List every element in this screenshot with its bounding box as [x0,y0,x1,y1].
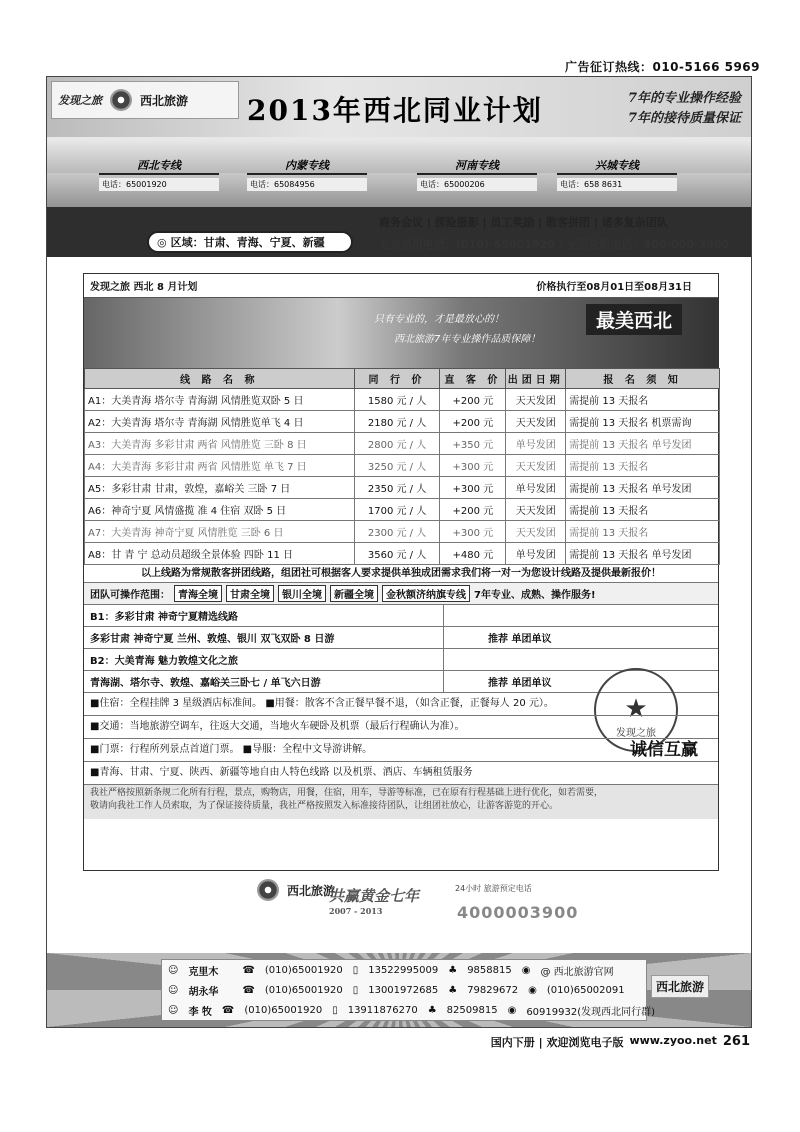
contact-qq: 82509815 [446,1004,498,1016]
tag-xingcheng: 兴城专线 电话：658 8631 [557,157,677,191]
cell-date: 单号发团 [506,543,566,565]
mobile-icon: ▯ [332,1004,338,1016]
cell-note: 需提前 13 天报名 [566,389,720,411]
table-row [85,389,720,411]
company-stamp: ★ 发现之旅 [594,668,678,752]
b2-line-row: 青海湖、塔尔寺、敦煌、嘉峪关三卧七 / 单飞六日游 推荐 单团单议 [84,671,718,693]
disclaimer: 我社严格按照新条规二化所有行程，景点，购物店，用餐，住宿，用车，导游等标准，已在原有行程基础上进行优化，如若需要， 敬请向我社工作人员索取，为了保证接待质量，我社严格按照发入标准接待团队，让组团社放心，让游客游览的开心。 [84,785,718,819]
cell-note: 需提前 13 天报名 单号发团 [566,543,720,565]
gold-years: 共赢黄金七年 2007 - 2013 [329,887,420,916]
table-row [85,499,720,521]
contact-tel: (010)65001920 [264,984,343,996]
col-direct-price: 直 客 价 [440,369,506,389]
chengxin-logo: 诚信互赢 [630,740,698,760]
info-services: ■青海、甘肃、宁夏、陕西、新疆等地自由人特色线路 以及机票、酒店、车辆租赁服务 [84,762,718,785]
cell-peer: 2300 元 / 人 [354,521,440,543]
main-title: 2013年西北同业计划 [247,94,543,127]
contacts-panel [47,953,751,1027]
col-peer-price: 同 行 价 [354,369,440,389]
slogan-2: 7年的接待质量保证 [627,111,741,126]
location-icon: ◎ [157,235,167,249]
banner-title: 最美西北 [586,304,682,335]
cell-date: 单号发团 [506,433,566,455]
footer-logo: 西北旅游 [257,879,335,901]
person-icon: ☺ [168,964,179,976]
region-pill: ◎ 区域：甘肃、青海、宁夏、新疆 [147,231,353,253]
contact-qq: 79829672 [467,984,519,996]
table-row [85,455,720,477]
cell-date: 天天发团 [506,521,566,543]
cell-name: A6：神奇宁夏 风情盛揽 准 4 住宿 双卧 5 日 [85,499,355,521]
cell-name: A1：大美青海 塔尔寺 青海湖 风情胜览双卧 5 日 [85,389,355,411]
flower-logo-icon [257,879,279,901]
b1-title-row: B1：多彩甘肃 神奇宁夏精选线路 [84,605,718,627]
contact-row [162,980,646,1000]
cell-note: 需提前 13 天报名 [566,455,720,477]
table-row [85,433,720,455]
extra-icon: ◉ [528,984,537,996]
page-frame [46,76,752,1028]
cell-date: 天天发团 [506,411,566,433]
contact-row [162,960,646,980]
hotline-number: 4000003900 [457,903,579,922]
cell-direct: +200 元 [440,499,506,521]
qq-icon: ♣ [448,984,458,996]
contact-mobile: 13522995009 [368,964,439,976]
cell-name: A7：大美青海 神奇宁夏 风情胜览 三卧 6 日 [85,521,355,543]
cell-name: A2：大美青海 塔尔寺 青海湖 风情胜览单飞 4 日 [85,411,355,433]
contact-extra: (010)65002091 [546,984,625,996]
cell-note: 需提前 13 天报名 [566,499,720,521]
tag-xibei: 西北专线 电话：65001920 [99,157,219,191]
cell-note: 需提前 13 天报名 单号发团 [566,477,720,499]
person-icon: ☺ [168,984,179,996]
cell-direct: +200 元 [440,411,506,433]
phone-icon: ☎ [242,964,255,976]
contact-qq: 9858815 [467,964,512,976]
cell-date: 天天发团 [506,455,566,477]
tag-neimeng: 内蒙专线 电话：65084956 [247,157,367,191]
extra-icon: ◉ [521,964,531,976]
cell-note: 需提前 13 天报名 单号发团 [566,433,720,455]
contact-name: 胡永华 [188,986,219,998]
cell-direct: +200 元 [440,389,506,411]
mobile-icon: ▯ [352,984,359,996]
cell-name: A5：多彩甘肃 甘肃，敦煌，嘉峪关 三卧 7 日 [85,477,355,499]
table-header [85,369,720,389]
phone-icon: ☎ [221,1004,235,1016]
route-table [84,368,720,565]
plan-box [83,273,719,871]
contact-tel: (010)65001920 [244,1004,323,1016]
page-footer: 国内下册 | 欢迎浏览电子版 www.zyoo.net 261 [490,1034,750,1049]
b1-line-row: 多彩甘肃 神奇宁夏 兰州、敦煌、银川 双飞双卧 8 日游 推荐 单团单议 [84,627,718,649]
cell-direct: +300 元 [440,477,506,499]
table-row [85,521,720,543]
flower-logo-icon [110,89,132,111]
brand-logo [51,81,239,119]
route-note: 以上线路为常规散客拼团线路，组团社可根据客人要求提供单独成团需求我们将一对一为您设计线路及提供最新报价！ [84,565,718,583]
footer-url[interactable]: www.zyoo.net [629,1034,717,1047]
col-route: 线 路 名 称 [85,369,355,389]
cell-peer: 2180 元 / 人 [354,411,440,433]
contact-mobile: 13911876270 [347,1004,418,1016]
contacts-brand: 西北旅游 [651,975,709,998]
cell-peer: 3250 元 / 人 [354,455,440,477]
logo-faxian: 发现之旅 [58,94,102,107]
tel-24h-label: 24小时 旅游预定电话 [455,884,532,893]
star-icon: ★ [624,694,648,724]
cell-peer: 1580 元 / 人 [354,389,440,411]
cell-direct: +350 元 [440,433,506,455]
cell-direct: +300 元 [440,521,506,543]
contact-name: 李 牧 [188,1006,212,1018]
qq-icon: ♣ [427,1004,437,1016]
mobile-icon: ▯ [352,964,359,976]
extra-icon: ◉ [507,1004,517,1016]
logo-xibei: 西北旅游 [140,93,189,108]
cell-direct: +300 元 [440,455,506,477]
b2-title-row: B2：大美青海 魅力敦煌文化之旅 [84,649,718,671]
ad-hotline: 广告征订热线：010-5166 5969 [564,60,760,74]
cell-date: 单号发团 [506,477,566,499]
phone-icon: ☎ [242,984,255,996]
cell-date: 天天发团 [506,499,566,521]
cell-note: 需提前 13 天报名 [566,521,720,543]
col-date: 出团日期 [506,369,566,389]
hero-banner [47,77,751,257]
cell-peer: 2350 元 / 人 [354,477,440,499]
cell-name: A4：大美青海 多彩甘肃 两省 风情胜览 单飞 7 日 [85,455,355,477]
plan-header: 发现之旅 西北 8 月计划 价格执行至08月01日至08月31日 [84,274,718,298]
contact-tel: (010)65001920 [264,964,343,976]
info-lodging: ■住宿：全程挂牌 3 星级酒店标准间。 ■用餐：散客不含正餐早餐不退，（如含正餐，正餐每人 20 元）。 [84,693,718,716]
page-number: 261 [722,1034,750,1049]
person-icon: ☺ [168,1004,179,1016]
cell-peer: 1700 元 / 人 [354,499,440,521]
cell-name: A3：大美青海 多彩甘肃 两省 风情胜览 三卧 8 日 [85,433,355,455]
services-line: 商务会议 | 探险摄影 | 员工奖励 | 散客拼团 | 诸多复杂团队 [379,216,668,229]
cell-date: 天天发团 [506,389,566,411]
contact-extra: 60919932(发现西北同行群) [526,1006,656,1018]
contact-name: 克里木 [188,966,219,978]
cell-peer: 2800 元 / 人 [354,433,440,455]
table-row [85,543,720,565]
contacts-box [161,959,656,1021]
table-row [85,477,720,499]
cell-direct: +480 元 [440,543,506,565]
team-scope: 团队可操作范围： 青海全境 甘肃全境 银川全境 新疆全境 金秋额济纳旗专线 7年专业、成熟、操作服务! [84,583,718,605]
cell-note: 需提前 13 天报名 机票需询 [566,411,720,433]
contact-mobile: 13001972685 [368,984,439,996]
col-notice: 报 名 须 知 [566,369,720,389]
cell-peer: 3560 元 / 人 [354,543,440,565]
plan-banner: 只有专业的，才是最放心的！ 西北旅游7年专业操作品质保障！ 最美西北 [84,298,718,368]
info-transport: ■交通：当地旅游空调车，往返大交通，当地火车硬卧及机票（最后行程确认为准）。 [84,716,718,739]
cell-name: A8：甘 青 宁 总动员超级全景体验 四卧 11 日 [85,543,355,565]
qq-icon: ♣ [448,964,458,976]
table-row [85,411,720,433]
phones-line: 北京总机电话：(010)-65001920 / 全国总机电话：400-000-3900 [379,238,730,251]
slogan-1: 7年的专业操作经验 [627,91,741,106]
contact-row [162,1000,656,1020]
contact-extra: @ 西北旅游官网 [540,966,614,978]
info-tickets: ■门票：行程所列景点首道门票。 ■导服：全程中文导游讲解。 诚信互赢 [84,739,718,762]
tag-henan: 河南专线 电话：65000206 [417,157,537,191]
